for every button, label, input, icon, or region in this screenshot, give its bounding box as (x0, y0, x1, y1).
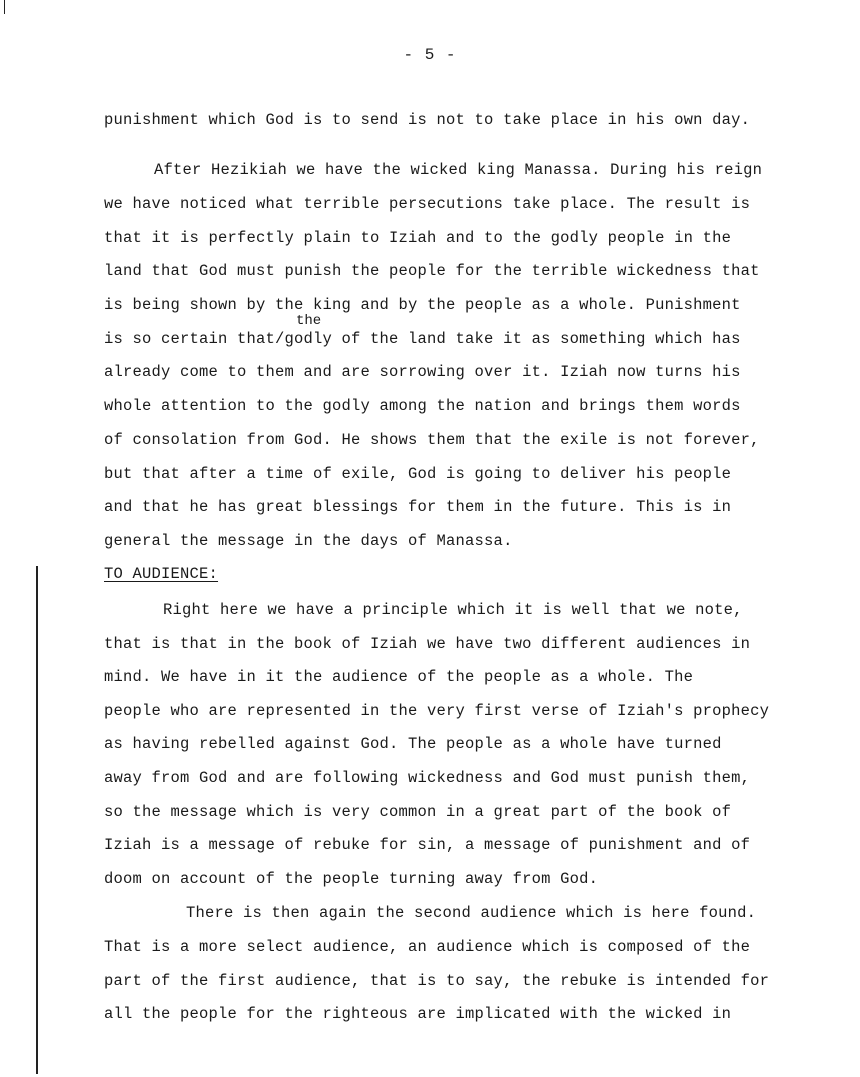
margin-rule (36, 566, 38, 1074)
text-line: all the people for the righteous are implicated with the wicked in (104, 1005, 732, 1023)
text-line: That is a more select audience, an audience which is composed of the (104, 938, 751, 956)
text-line: part of the first audience, that is to say, the rebuke is intended for (104, 972, 770, 990)
text-line: is being shown by the king and by the people as a whole. Punishment (104, 296, 741, 314)
text-line: as having rebelled against God. The people as a whole have turned (104, 735, 722, 753)
text-line: so the message which is very common in a great part of the book of (104, 803, 732, 821)
text-line: general the message in the days of Manassa. (104, 532, 513, 550)
text-line: that it is perfectly plain to Iziah and to the godly people in the (104, 229, 732, 247)
text-line: away from God and are following wickedness and God must punish them, (104, 769, 751, 787)
text-line: whole attention to the godly among the nation and brings them words (104, 397, 741, 415)
text-line: of consolation from God. He shows them that the exile is not forever, (104, 431, 760, 449)
text-line: There is then again the second audience which is here found. (186, 904, 757, 922)
text-line: Iziah is a message of rebuke for sin, a message of punishment and of (104, 836, 751, 854)
corner-mark (4, 0, 5, 14)
text-line: land that God must punish the people for the terrible wickedness that (104, 262, 760, 280)
text-line: mind. We have in it the audience of the people as a whole. The (104, 668, 694, 686)
page-number: - 5 - (403, 46, 457, 64)
text-line: punishment which God is to send is not to take place in his own day. (104, 111, 751, 129)
section-heading: TO AUDIENCE: (104, 565, 219, 583)
text-line: people who are represented in the very first verse of Iziah's prophecy (104, 702, 770, 720)
text-line: already come to them and are sorrowing over it. Iziah now turns his (104, 363, 741, 381)
text-line: After Hezikiah we have the wicked king Manassa. During his reign (154, 161, 763, 179)
text-line: is so certain that/godly of the land take it as something which has (104, 330, 741, 348)
text-line: doom on account of the people turning away from God. (104, 870, 599, 888)
text-line: we have noticed what terrible persecutions take place. The result is (104, 195, 751, 213)
text-line: that is that in the book of Iziah we have two different audiences in (104, 635, 751, 653)
text-line: and that he has great blessings for them in the future. This is in (104, 498, 732, 516)
text-line: Right here we have a principle which it is well that we note, (163, 601, 743, 619)
interlinear-insert: the (296, 313, 322, 329)
text-line: but that after a time of exile, God is going to deliver his people (104, 465, 732, 483)
